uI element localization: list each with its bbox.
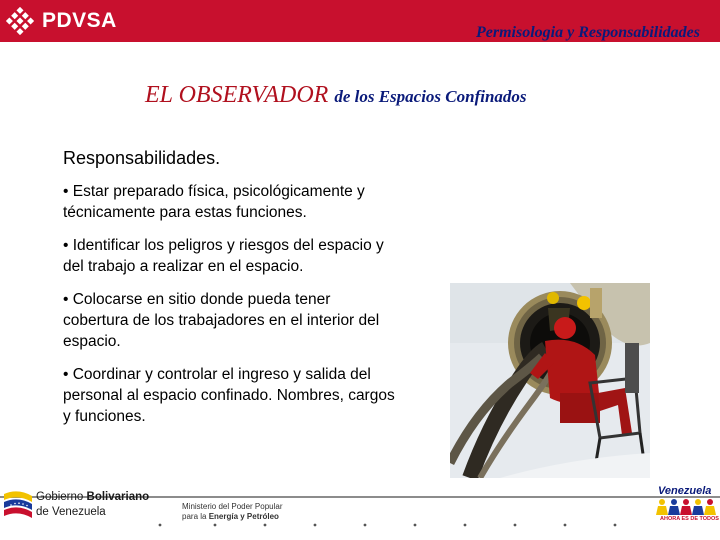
slide-title-sub: de los Espacios Confinados <box>334 87 527 106</box>
venezuela-ahora-es-de-todos-logo <box>652 485 718 525</box>
brand-name: PDVSA <box>42 9 117 32</box>
gov-line-1: Gobierno Bolivariano <box>36 491 150 503</box>
content-heading: Responsabilidades. <box>63 148 221 168</box>
pdvsa-logo <box>6 7 117 35</box>
children-figures-icon <box>656 498 716 516</box>
slide-title-main: EL OBSERVADOR <box>145 82 329 108</box>
bullet-item: • Estar preparado física, psicológicamente y técnicamente para estas funciones. <box>63 183 365 221</box>
worker-photo <box>450 283 650 478</box>
section-title: Permisologia y Responsabilidades <box>476 24 700 41</box>
bullet-item: • Colocarse en sitio donde pueda tener cobertura de los trabajadores en el interior del espacio. <box>63 291 380 350</box>
pdvsa-emblem-icon <box>6 7 34 35</box>
gov-line-2: de Venezuela <box>36 506 106 518</box>
venezuela-wordmark: Venezuela <box>658 485 712 497</box>
ministry-label: Ministerio del Poder Popular para la Energía y Petróleo <box>182 502 283 521</box>
content-block <box>63 148 398 439</box>
bullet-item: • Coordinar y controlar el ingreso y salida del personal al espacio confinado. Nombres, cargos y funciones. <box>63 366 395 425</box>
gobierno-bolivariano-logo <box>0 486 150 526</box>
bullet-item: • Identificar los peligros y riesgos del espacio y del trabajo a realizar en el espacio. <box>63 237 384 275</box>
venezuela-tagline: AHORA ES DE TODOS <box>660 516 719 522</box>
slide-title <box>145 82 527 109</box>
venezuela-flag-icon <box>2 490 34 524</box>
